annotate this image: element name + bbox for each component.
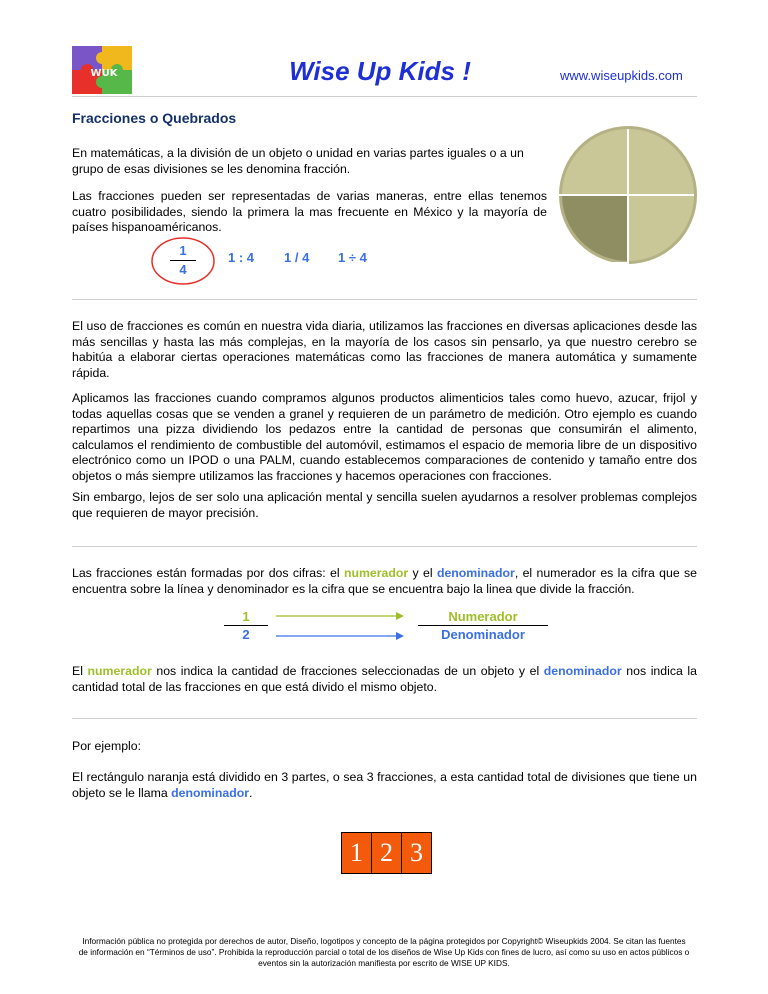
rectangle-part-2: 2 (371, 833, 401, 873)
parts-explanation: El numerador nos indica la cantidad de fracciones seleccionadas de un objeto y el denominador nos indica la cantidad total de las fracciones en que está divido el mismo objeto. (72, 664, 697, 694)
fraction-bar (170, 260, 196, 261)
svg-text:WUK: WUK (90, 68, 118, 79)
rectangle-part-3: 3 (401, 833, 431, 873)
diagram-arrows (276, 608, 406, 644)
denominator-label: Denominador (441, 627, 525, 642)
numerator-label: Numerador (448, 609, 518, 624)
diagram-numerator: 1 (242, 609, 250, 624)
site-title: Wise Up Kids ! (289, 56, 471, 86)
divider (72, 718, 697, 719)
diagram-denominator: 2 (242, 627, 250, 642)
ratio-notation: 1 : 4 (228, 250, 255, 265)
division-notation: 1 ÷ 4 (338, 250, 367, 265)
puzzle-logo (68, 42, 140, 98)
divider (72, 299, 697, 300)
copyright-footer: Información pública no protegida por derechos de autor, Diseño, logotipos y concepto de la página protegidos por Copyright© Wiseupkids 2004. Se citan las fuentes de información en “Términos de uso”. Prohibida la reproducción parcial o total de los diseños de Wise Up Kids con fines de lucro, así como su uso en actos públicos o eventos sin la autorización manifiesta por escrito de WISE UP KIDS. (78, 936, 690, 968)
label-fraction-bar (418, 625, 548, 626)
parts-paragraph: Las fracciones están formadas por dos cifras: el numerador y el denominador, el numerador es la cifra que se encuentra sobre la línea y denominador es la cifra que se encuentra bajo la linea que divide la fracción. (72, 566, 697, 596)
rectangle-part-1: 1 (342, 833, 371, 873)
site-url-link[interactable]: www.wiseupkids.com (560, 68, 683, 83)
fraction-pie-chart (556, 123, 700, 267)
orange-rectangle (341, 832, 432, 874)
diagram-fraction-bar (224, 625, 268, 626)
pie-highlighted-slice (562, 195, 628, 261)
vertical-numerator: 1 (179, 243, 187, 258)
vertical-denominator: 4 (179, 262, 187, 277)
divider (72, 96, 697, 97)
body-paragraph-3: Sin embargo, lejos de ser solo una aplicación mental y sencilla suelen ayudarnos a resolver problemas complejos que requieren de mayor precisión. (72, 490, 697, 520)
example-intro: Por ejemplo: (72, 739, 142, 753)
body-paragraph-2: Aplicamos las fracciones cuando compramos algunos productos alimenticios tales como huevo, azucar, frijol y todas aquellas cosas que se venden a granel y requieren de un parámetro de medición. Otro ejemplo es cuando repartimos una pizza dividiendo los pedazos entre la cantidad de personas que consumirán el alimento, calculamos el rendimiento de combustible del automóvil, estimamos el espacio de memoria libre de un dispositivo electrónico como un IPOD o una PALM, cuando establecemos comparaciones de contenido y tamaño entre dos objetos o más siempre utilizamos las fracciones y hacemos operaciones con fracciones. (72, 391, 697, 483)
example-paragraph: El rectángulo naranja está dividido en 3 partes, o sea 3 fracciones, a esta cantidad total de divisiones que tiene un objeto se le llama denominador. (72, 770, 697, 800)
divider (72, 546, 697, 547)
notation-paragraph: Las fracciones pueden ser representadas de varias maneras, entre ellas tenemos cuatro posibilidades, siendo la primera la mas frecuente en México y la mayoría de países hispanoaméricanos. (72, 189, 547, 234)
body-paragraph-1: El uso de fracciones es común en nuestra vida diaria, utilizamos las fracciones en diversas aplicaciones desde las más sencillas y hasta las más complejas, en la mayoría de los casos sin pensarlo, ya que nuestro cerebro se habitúa a elaborar ciertas operaciones matemáticas como las fracciones de manera automática y sumamente rápida. (72, 319, 697, 380)
numerador-term: numerador (343, 566, 409, 580)
page-heading: Fracciones o Quebrados (72, 110, 237, 126)
intro-paragraph: En matemáticas, a la división de un objeto o unidad en varias partes iguales o a un grupo de esas divisiones se les denomina fracción. (72, 146, 524, 176)
slash-notation: 1 / 4 (284, 250, 310, 265)
denominador-term: denominador (436, 566, 515, 580)
